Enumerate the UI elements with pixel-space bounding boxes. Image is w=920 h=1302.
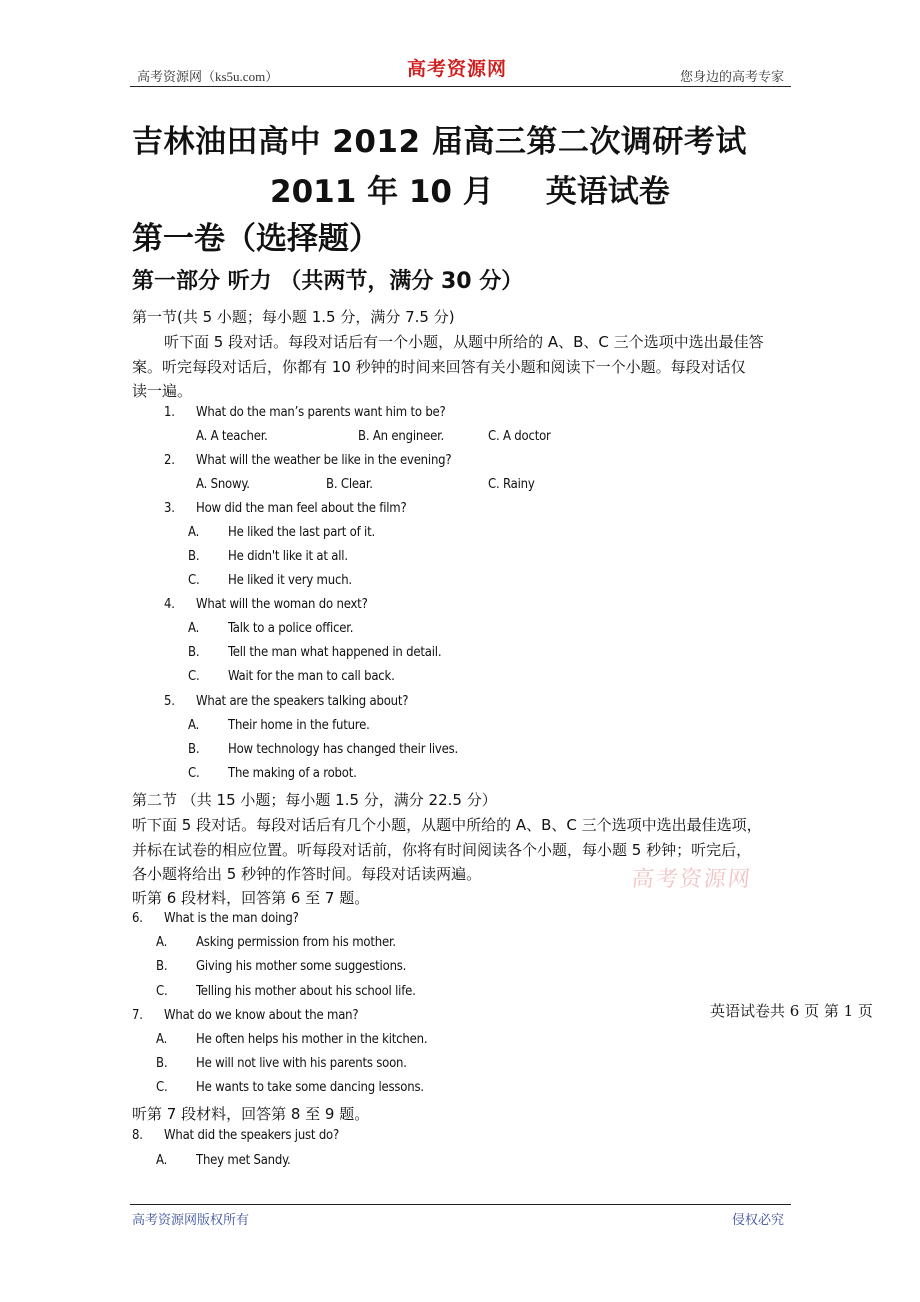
section1-instr-2: 案。听完每段对话后，你都有 10 秒钟的时间来回答有关小题和阅读下一个小题。每段对话仅 <box>132 358 746 376</box>
q3-text: How did the man feel about the film? <box>196 501 407 516</box>
q8-option-a: They met Sandy. <box>196 1153 291 1168</box>
q4-option-c: Wait for the man to call back. <box>228 669 395 684</box>
section1-instr-1: 听下面 5 段对话。每段对话后有一个小题，从题中所给的 A、B、C 三个选项中选出最佳答 <box>164 333 764 351</box>
q5-option-b: How technology has changed their lives. <box>228 742 459 757</box>
q6-option-b: Giving his mother some suggestions. <box>196 959 407 974</box>
header-site-name: 高考资源网（ks5u.com） <box>137 69 279 84</box>
q1-number: 1. <box>164 405 175 420</box>
q6-option-c: Telling his mother about his school life. <box>196 984 416 999</box>
section1-heading: 第一节(共 5 小题；每小题 1.5 分，满分 7.5 分) <box>132 308 455 326</box>
q2-number: 2. <box>164 453 175 468</box>
q5-option-a: Their home in the future. <box>228 718 370 733</box>
section1-instr-3: 读一遍。 <box>132 382 193 400</box>
q1-option-c: C. A doctor <box>488 429 551 444</box>
header-slogan: 您身边的高考专家 <box>679 69 784 84</box>
q2-option-a: A. Snowy. <box>196 477 250 492</box>
q4-option-b-label: B. <box>188 645 200 660</box>
footer-copyright: 高考资源网版权所有 <box>132 1212 250 1227</box>
q7-text: What do we know about the man? <box>164 1008 359 1023</box>
q5-option-c: The making of a robot. <box>228 766 357 781</box>
q2-text: What will the weather be like in the evening? <box>196 453 452 468</box>
section2-instr-2: 并标在试卷的相应位置。听每段对话前，你将有时间阅读各个小题，每小题 5 秒钟；听完后， <box>132 841 752 859</box>
q4-number: 4. <box>164 597 175 612</box>
q8-number: 8. <box>132 1128 143 1143</box>
exam-title: 吉林油田高中 2012 届高三第二次调研考试 <box>132 124 747 160</box>
section2-heading: 第二节 （共 15 小题；每小题 1.5 分，满分 22.5 分） <box>132 791 497 809</box>
footer-rights: 侵权必究 <box>731 1212 784 1227</box>
q5-option-b-label: B. <box>188 742 200 757</box>
q5-option-a-label: A. <box>188 718 200 733</box>
q3-option-c: He liked it very much. <box>228 573 352 588</box>
header-divider <box>130 86 791 87</box>
q3-option-b-label: B. <box>188 549 200 564</box>
q7-option-a-label: A. <box>156 1032 168 1047</box>
q4-option-a: Talk to a police officer. <box>228 621 354 636</box>
q4-text: What will the woman do next? <box>196 597 368 612</box>
q6-number: 6. <box>132 911 143 926</box>
exam-date: 2011 年 10 月 <box>270 174 494 210</box>
q4-option-b: Tell the man what happened in detail. <box>228 645 442 660</box>
q3-number: 3. <box>164 501 175 516</box>
material-7-heading: 听第 7 段材料，回答第 8 至 9 题。 <box>132 1105 370 1123</box>
q1-option-b: B. An engineer. <box>358 429 445 444</box>
q7-option-c-label: C. <box>156 1080 168 1095</box>
q7-number: 7. <box>132 1008 143 1023</box>
section2-instr-3: 各小题将给出 5 秒钟的作答时间。每段对话读两遍。 <box>132 865 482 883</box>
q3-option-c-label: C. <box>188 573 200 588</box>
q3-option-b: He didn't like it at all. <box>228 549 348 564</box>
exam-subject: 英语试卷 <box>545 174 670 210</box>
section2-instr-1: 听下面 5 段对话。每段对话后有几个小题，从题中所给的 A、B、C 三个选项中选出最佳选项， <box>132 816 762 834</box>
part-heading: 第一部分 听力 （共两节，满分 30 分） <box>132 269 524 294</box>
q8-text: What did the speakers just do? <box>164 1128 340 1143</box>
q6-option-c-label: C. <box>156 984 168 999</box>
page-info: 英语试卷共 6 页 第 1 页 <box>710 1002 873 1020</box>
watermark: 高考资源网 <box>630 867 754 892</box>
q3-option-a: He liked the last part of it. <box>228 525 375 540</box>
material-6-heading: 听第 6 段材料，回答第 6 至 7 题。 <box>132 889 370 907</box>
q5-text: What are the speakers talking about? <box>196 694 409 709</box>
q2-option-b: B. Clear. <box>326 477 373 492</box>
footer-divider <box>130 1204 791 1205</box>
q7-option-b: He will not live with his parents soon. <box>196 1056 407 1071</box>
q6-option-a: Asking permission from his mother. <box>196 935 396 950</box>
q6-option-a-label: A. <box>156 935 168 950</box>
q4-option-a-label: A. <box>188 621 200 636</box>
q1-text: What do the man’s parents want him to be? <box>196 405 446 420</box>
q8-option-a-label: A. <box>156 1153 168 1168</box>
volume-heading: 第一卷（选择题） <box>132 221 380 257</box>
q1-option-a: A. A teacher. <box>196 429 268 444</box>
header-logo: 高考资源网 <box>407 58 508 80</box>
q3-option-a-label: A. <box>188 525 200 540</box>
q5-option-c-label: C. <box>188 766 200 781</box>
q7-option-c: He wants to take some dancing lessons. <box>196 1080 424 1095</box>
q7-option-a: He often helps his mother in the kitchen. <box>196 1032 428 1047</box>
q2-option-c: C. Rainy <box>488 477 535 492</box>
q6-option-b-label: B. <box>156 959 168 974</box>
q5-number: 5. <box>164 694 175 709</box>
exam-subtitle <box>270 166 670 211</box>
q7-option-b-label: B. <box>156 1056 168 1071</box>
q6-text: What is the man doing? <box>164 911 299 926</box>
q4-option-c-label: C. <box>188 669 200 684</box>
